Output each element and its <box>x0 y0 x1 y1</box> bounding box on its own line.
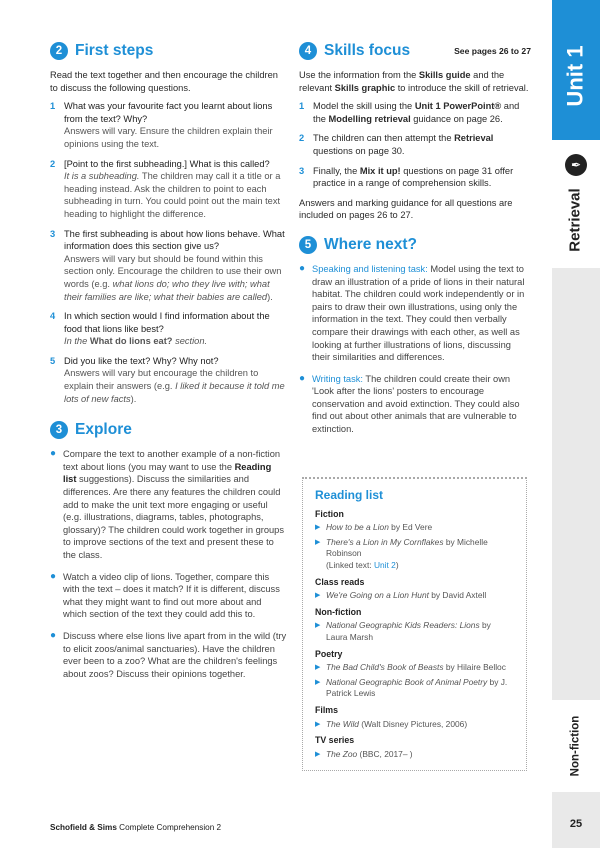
page-number: 25 <box>569 818 583 830</box>
question-item <box>50 158 287 221</box>
question-text: In which section would I find information about the food that lions like best? <box>64 311 270 334</box>
text-bold: Mix it up! <box>359 165 401 176</box>
book-title: National Geographic Kids Readers: Lions <box>326 620 480 631</box>
text-part: and the <box>313 101 520 124</box>
skill-label: Retrieval <box>566 188 584 252</box>
instruction-item <box>299 100 531 125</box>
triangle-bullet-icon: ▶ <box>315 524 321 532</box>
page-reference: See pages 26 to 27 <box>454 45 531 56</box>
section-title: First steps <box>75 41 154 59</box>
category-heading: Poetry <box>315 648 343 659</box>
answer-part: Answers will vary but encourage the children to explain their answers (e.g. <box>64 368 259 392</box>
list-item <box>315 522 514 534</box>
text-part: questions on page 30. <box>313 145 405 156</box>
unit-label: Unit 1 <box>562 45 588 107</box>
triangle-bullet-icon: ▶ <box>315 538 321 546</box>
answer-text <box>64 335 287 348</box>
tv-title: The Zoo <box>326 748 358 759</box>
question-item <box>50 228 287 304</box>
answer-text <box>64 367 287 405</box>
book-title: There's a Lion in My Cornflakes <box>326 536 444 547</box>
triangle-bullet-icon: ▶ <box>315 678 321 686</box>
text-bold: Reading list <box>63 461 272 485</box>
question-text: [Point to the first subheading.] What is this called? <box>64 158 270 169</box>
answer-rest: The children may call it a title or a heading instead. Ask the children to point to each subheading in turn. You could point out the main text heading to highlight the difference. <box>64 171 281 219</box>
triangle-bullet-icon: ▶ <box>315 750 321 758</box>
bullet-text <box>63 448 287 561</box>
text-part: Model using the text to draw an illustration of a pride of lions in their natural habitat. The children could work independently or in pairs to draw their own illustrations, using only the information in the text. They could then verbally compare their drawings with each other, as well as looking at further illustrations of lions, discussing their similarities and differences. <box>312 263 525 363</box>
question-number: 1 <box>50 101 56 112</box>
text-bold: Skills graphic <box>334 82 396 93</box>
triangle-bullet-icon: ▶ <box>315 664 321 672</box>
answer-text: Answers will vary. Ensure the children explain their opinions using the text. <box>64 126 273 149</box>
genre-label: Non-fiction <box>569 715 582 777</box>
text-part: suggestions). Discuss the similarities and differences. Are there any features the children could add to make the unit text more engaging or useful (e.g. illustrations, diagrams, tables, photographs, glossary)? The children could work together in groups to improve sections of the text and present these to the class. <box>63 474 285 560</box>
footer-brand: Schofield & Sims <box>50 823 117 832</box>
instruction-item <box>299 132 531 157</box>
question-text: The first subheading is about how lions behave. What information does this section give us? <box>64 228 285 252</box>
section-number: 5 <box>299 236 317 254</box>
left-column <box>50 40 287 689</box>
bullet-text: Watch a video clip of lions. Together, compare this with the text – does it match? If it is different, discuss what they might want to find out more about and which section of the text they could add this to. <box>63 571 280 620</box>
text-part: Use the information from the <box>299 70 419 80</box>
task-label: Writing task: <box>312 373 363 384</box>
list-item <box>315 537 514 572</box>
question-item <box>50 355 287 405</box>
list-item <box>299 373 531 436</box>
instruction-list <box>299 100 531 190</box>
answer-part: ). <box>130 393 137 404</box>
book-title: How to be a Lion <box>326 522 389 533</box>
section-skills-focus-header <box>299 40 531 62</box>
question-number: 4 <box>50 311 56 322</box>
book-title: The Bad Child's Book of Beasts <box>326 662 444 673</box>
tv-details: (BBC, 2017– ) <box>357 748 413 759</box>
question-number: 5 <box>50 355 56 366</box>
text-bold: Modelling retrieval <box>328 113 411 124</box>
book-author: by J. Patrick Lewis <box>326 676 508 699</box>
triangle-bullet-icon: ▶ <box>315 622 321 630</box>
list-item <box>50 571 287 621</box>
instruction-number: 2 <box>299 133 305 144</box>
film-details: (Walt Disney Pictures, 2006) <box>358 718 468 729</box>
section-first-steps-header <box>50 40 287 62</box>
instruction-text <box>313 165 531 190</box>
question-item <box>50 100 287 150</box>
category-heading: Fiction <box>315 508 344 519</box>
book-author: by Ed Vere <box>388 522 433 533</box>
answer-bold: What do lions eat? <box>89 336 173 347</box>
question-text: Did you like the text? Why? Why not? <box>64 355 219 366</box>
section-intro <box>299 69 531 94</box>
text-part: questions on page 31 offer practice in a range of comprehension skills. <box>313 165 514 189</box>
text-part: and the relevant <box>299 70 505 93</box>
instruction-text <box>313 100 531 125</box>
list-item <box>315 590 514 602</box>
bullet-icon: ● <box>50 629 57 641</box>
category-heading: Films <box>315 704 338 715</box>
list-item <box>315 677 514 700</box>
instruction-text <box>313 132 531 157</box>
bullet-text: Discuss where else lions live apart from in the wild (try to elicit zoos/animal sanctuaries). Have the children ever been to a zoo? What are the children's feelings about zoos? Discuss their opinions together. <box>63 630 287 679</box>
book-author: by Laura Marsh <box>326 620 491 642</box>
sidebar <box>552 0 600 848</box>
book-title: We're Going on a Lion Hunt <box>326 590 429 601</box>
linked-text-end: ) <box>395 559 399 570</box>
text-bold: Retrieval <box>454 133 494 144</box>
text-part: The children could create their own 'Look after the lions' posters to encourage conservation and avoid extinction. They could also find out about other animals that are vulnerable to extinction. <box>312 373 520 435</box>
list-item <box>315 662 514 674</box>
skill-tab <box>552 140 600 268</box>
answer-text <box>64 253 287 303</box>
category-heading: Class reads <box>315 576 365 587</box>
text-part: Model the skill using the <box>313 101 415 112</box>
list-item <box>315 719 514 731</box>
category-heading: TV series <box>315 735 355 746</box>
section-explore-header <box>50 419 287 441</box>
linked-text-label: (Linked text: <box>326 559 374 570</box>
answer-italic: what lions do; who they live with; what their families are like; what their babies are called <box>64 278 270 302</box>
answer-part: section. <box>172 336 208 347</box>
film-title: The Wild <box>326 718 359 729</box>
task-label: Speaking and listening task: <box>312 263 428 274</box>
instruction-item <box>299 165 531 190</box>
instruction-number: 3 <box>299 165 305 176</box>
linked-unit-link[interactable]: Unit 2 <box>373 559 396 570</box>
question-item <box>50 310 287 348</box>
text-part: Finally, the <box>313 165 360 176</box>
triangle-bullet-icon: ▶ <box>315 720 321 728</box>
bullet-icon: ● <box>50 448 57 460</box>
question-number: 3 <box>50 228 56 239</box>
triangle-bullet-icon: ▶ <box>315 592 321 600</box>
section-outro: Answers and marking guidance for all questions are included on pages 26 to 27. <box>299 197 513 221</box>
text-part: to introduce the skill of retrieval. <box>395 82 529 93</box>
text-part: Compare the text to another example of a non-fiction text about lions (you may want to use the <box>63 449 281 472</box>
genre-tab <box>552 700 600 792</box>
reading-list-title: Reading list <box>315 488 384 502</box>
question-list <box>50 100 287 405</box>
list-item <box>315 749 514 761</box>
text-bold: Unit 1 PowerPoint® <box>414 101 502 112</box>
answer-part: ). <box>267 291 273 302</box>
right-column <box>299 40 531 445</box>
text-bold: Skills guide <box>418 70 471 80</box>
pen-nib-icon: ✒ <box>565 154 587 176</box>
reading-list-box <box>302 477 527 771</box>
section-number: 2 <box>50 42 68 60</box>
bullet-icon: ● <box>50 570 57 582</box>
list-item <box>299 263 531 364</box>
book-title: National Geographic Book of Animal Poetry <box>326 676 488 687</box>
answer-italic: It is a subheading. <box>64 171 140 182</box>
text-part: guidance on page 26. <box>410 113 503 124</box>
bullet-text <box>312 373 531 436</box>
answer-text <box>64 170 287 220</box>
answer-italic: I liked it because it told me lots of new facts <box>64 381 285 404</box>
book-author: by Hilaire Belloc <box>443 662 506 673</box>
section-title: Explore <box>75 420 132 438</box>
unit-tab <box>552 0 600 140</box>
bullet-icon: ● <box>299 262 306 274</box>
answer-part: Answers will vary but should be found within this section only. Encourage the children to use their own words (e.g. <box>64 253 282 289</box>
text-part: The children can then attempt the <box>313 133 455 144</box>
book-author: by Michelle Robinson <box>326 536 488 559</box>
category-heading: Non-fiction <box>315 606 362 617</box>
bullet-text <box>312 263 531 364</box>
list-item <box>315 620 514 643</box>
list-item <box>50 448 287 561</box>
section-intro: Read the text together and then encourage the children to discuss the following questions. <box>50 70 278 93</box>
instruction-number: 1 <box>299 101 305 112</box>
section-number: 3 <box>50 421 68 439</box>
answer-part: In the <box>64 336 90 347</box>
section-title: Skills focus <box>324 41 411 59</box>
footer <box>50 822 221 835</box>
section-number: 4 <box>299 42 317 60</box>
list-item <box>50 630 287 680</box>
footer-book: Complete Comprehension 2 <box>116 823 222 832</box>
question-text: What was your favourite fact you learnt about lions from the text? Why? <box>64 101 273 124</box>
section-where-next-header <box>299 234 531 256</box>
section-title: Where next? <box>324 235 418 253</box>
bullet-icon: ● <box>299 372 306 384</box>
question-number: 2 <box>50 158 56 169</box>
book-author: by David Axtell <box>428 590 487 601</box>
